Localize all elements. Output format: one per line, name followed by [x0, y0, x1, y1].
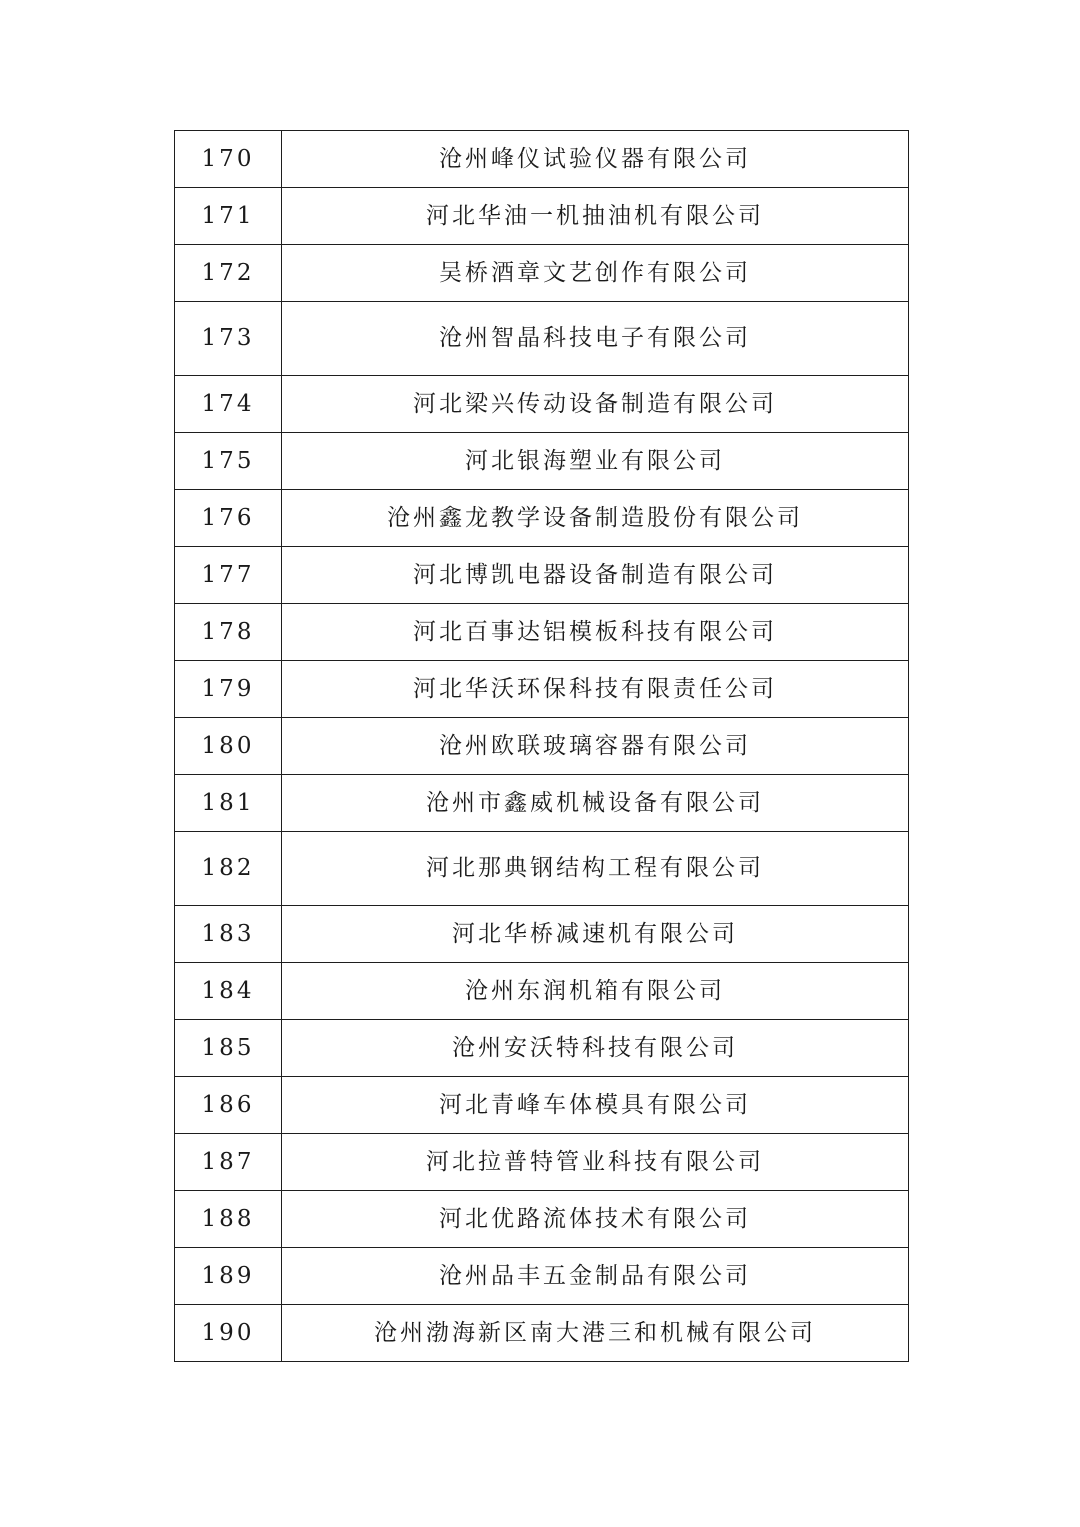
table-row	[175, 245, 909, 302]
company-name: 沧州品丰五金制品有限公司	[282, 1248, 909, 1305]
company-name: 沧州渤海新区南大港三和机械有限公司	[282, 1305, 909, 1362]
table-row	[175, 906, 909, 963]
company-name: 河北华桥减速机有限公司	[282, 906, 909, 963]
row-number: 189	[175, 1248, 282, 1305]
row-number: 182	[175, 832, 282, 906]
table-row	[175, 661, 909, 718]
company-name: 河北华油一机抽油机有限公司	[282, 188, 909, 245]
table-row	[175, 188, 909, 245]
table-row	[175, 1020, 909, 1077]
table-row	[175, 604, 909, 661]
company-name: 沧州东润机箱有限公司	[282, 963, 909, 1020]
row-number: 181	[175, 775, 282, 832]
table-row	[175, 547, 909, 604]
company-name: 河北那典钢结构工程有限公司	[282, 832, 909, 906]
row-number: 186	[175, 1077, 282, 1134]
table-row	[175, 131, 909, 188]
row-number: 188	[175, 1191, 282, 1248]
row-number: 178	[175, 604, 282, 661]
company-list-table	[174, 130, 909, 1362]
company-name: 河北银海塑业有限公司	[282, 433, 909, 490]
table-row	[175, 433, 909, 490]
company-name: 河北青峰车体模具有限公司	[282, 1077, 909, 1134]
company-name: 沧州峰仪试验仪器有限公司	[282, 131, 909, 188]
row-number: 179	[175, 661, 282, 718]
table-body	[175, 131, 909, 1362]
company-name: 河北梁兴传动设备制造有限公司	[282, 376, 909, 433]
row-number: 176	[175, 490, 282, 547]
table-row	[175, 832, 909, 906]
table-row	[175, 1077, 909, 1134]
company-name: 河北百事达铝模板科技有限公司	[282, 604, 909, 661]
row-number: 177	[175, 547, 282, 604]
company-name: 沧州鑫龙教学设备制造股份有限公司	[282, 490, 909, 547]
company-name: 河北华沃环保科技有限责任公司	[282, 661, 909, 718]
table-row	[175, 963, 909, 1020]
table-row	[175, 775, 909, 832]
table-row	[175, 1191, 909, 1248]
company-name: 河北博凯电器设备制造有限公司	[282, 547, 909, 604]
table-row	[175, 718, 909, 775]
row-number: 175	[175, 433, 282, 490]
row-number: 170	[175, 131, 282, 188]
company-name: 沧州欧联玻璃容器有限公司	[282, 718, 909, 775]
table-row	[175, 1305, 909, 1362]
row-number: 184	[175, 963, 282, 1020]
row-number: 190	[175, 1305, 282, 1362]
company-name: 吴桥酒章文艺创作有限公司	[282, 245, 909, 302]
company-name: 沧州智晶科技电子有限公司	[282, 302, 909, 376]
table-row	[175, 1248, 909, 1305]
table-row	[175, 1134, 909, 1191]
row-number: 172	[175, 245, 282, 302]
table-row	[175, 490, 909, 547]
company-name: 沧州市鑫威机械设备有限公司	[282, 775, 909, 832]
row-number: 185	[175, 1020, 282, 1077]
row-number: 187	[175, 1134, 282, 1191]
table-row	[175, 302, 909, 376]
company-name: 河北优路流体技术有限公司	[282, 1191, 909, 1248]
row-number: 171	[175, 188, 282, 245]
row-number: 180	[175, 718, 282, 775]
row-number: 174	[175, 376, 282, 433]
row-number: 183	[175, 906, 282, 963]
company-name: 沧州安沃特科技有限公司	[282, 1020, 909, 1077]
company-name: 河北拉普特管业科技有限公司	[282, 1134, 909, 1191]
table-row	[175, 376, 909, 433]
row-number: 173	[175, 302, 282, 376]
